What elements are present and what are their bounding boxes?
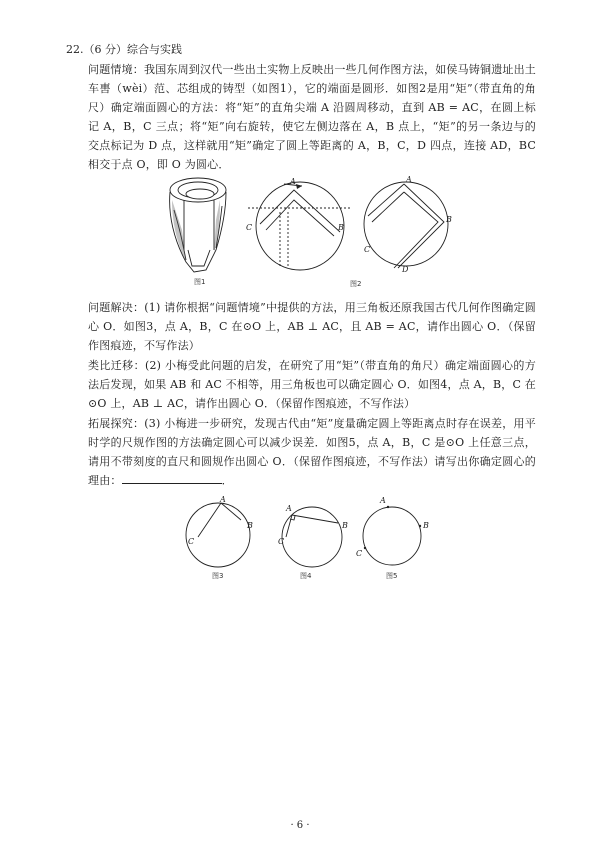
fig4-C: C xyxy=(278,537,285,546)
figure-3-caption: 图3 xyxy=(212,572,224,580)
part-1: 问题解决：(1) 请你根据“问题情境”中提供的方法，用三角板还原我国古代几何作图确定圆心 O．如图3，点 A，B，C 在⊙O 上，AB ⊥ AC，且 AB = AC，请作出圆心 O．（保留作图痕迹，不写作法） xyxy=(88,301,536,352)
figure-3 xyxy=(184,495,264,584)
fig2-right-C: C xyxy=(364,245,371,254)
part-3-end: ． xyxy=(221,474,233,487)
answer-blank[interactable] xyxy=(122,472,222,484)
part-3 xyxy=(88,414,536,490)
fig5-A: A xyxy=(380,496,386,505)
figure-5 xyxy=(356,498,436,584)
fig2-left-A: A xyxy=(290,177,296,186)
part-2: 类比迁移：(2) 小梅受此问题的启发，在研究了用“矩”（带直角的角尺）确定端面圆心的方法后发现，如果 AB 和 AC 不相等，用三角板也可以确定圆心 O．如图4，点 A，B，C 在⊙O 上，AB ⊥ AC，请作出圆心 O．（保留作图痕迹，不写作法） xyxy=(88,359,536,410)
fig5-C: C xyxy=(356,549,363,558)
fig4-B: B xyxy=(342,521,348,530)
fig2-right-A: A xyxy=(406,175,412,184)
fig2-left-C: C xyxy=(246,223,253,232)
figure-2 xyxy=(244,172,464,290)
figure-1 xyxy=(160,170,240,290)
page-number: · 6 · xyxy=(290,820,310,831)
figure-5-caption: 图5 xyxy=(386,572,398,580)
part-3-text: 拓展探究：(3) 小梅进一步研究，发现古代由“矩”度量确定圆上等距离点时存在误差，用平时学的尺规作图的方法确定圆心可以减少误差．如图5，点 A，B，C 是⊙O 上任意三点，请用不带刻度的直尺和圆规作出圆心 O．（保留作图痕迹，不写作法）请写出你确定圆心的理由： xyxy=(88,417,536,487)
fig3-B: B xyxy=(247,521,253,530)
fig3-A: A xyxy=(220,495,226,504)
fig3-C: C xyxy=(188,537,195,546)
fig2-right-D: D xyxy=(402,265,409,274)
fig2-right-B: B xyxy=(446,215,452,224)
figure-4 xyxy=(278,498,363,584)
fig5-B: B xyxy=(423,521,429,530)
problem-context: 问题情境：我国东周到汉代一些出土实物上反映出一些几何作图方法，如侯马铸铜遗址出土车軎（wèi）范、芯组成的铸型（如图1），它的端面是圆形．如图2是用“矩”（带直角的角尺）确定端面圆心的方法：将“矩”的直角尖端 A 沿圆周移动，直到 AB = AC，在圆上标记 A，B，C 三点；将“矩”向右旋转，使它左侧边落在 A，B 点上，“矩”的另一条边与的交点标记为 D 点，这样就用“矩”确定了圆上等距离的 A，B，C，D 四点，连接 AD，BC 相交于点 O，即 O 为圆心． xyxy=(88,63,536,171)
figure-4-caption: 图4 xyxy=(300,572,312,580)
fig2-left-B: B xyxy=(338,223,344,232)
figure-2-caption: 图2 xyxy=(350,280,362,288)
fig4-A: A xyxy=(286,504,292,513)
figure-1-caption: 图1 xyxy=(194,278,206,286)
question-heading: 22.（6 分）综合与实践 xyxy=(66,43,182,56)
